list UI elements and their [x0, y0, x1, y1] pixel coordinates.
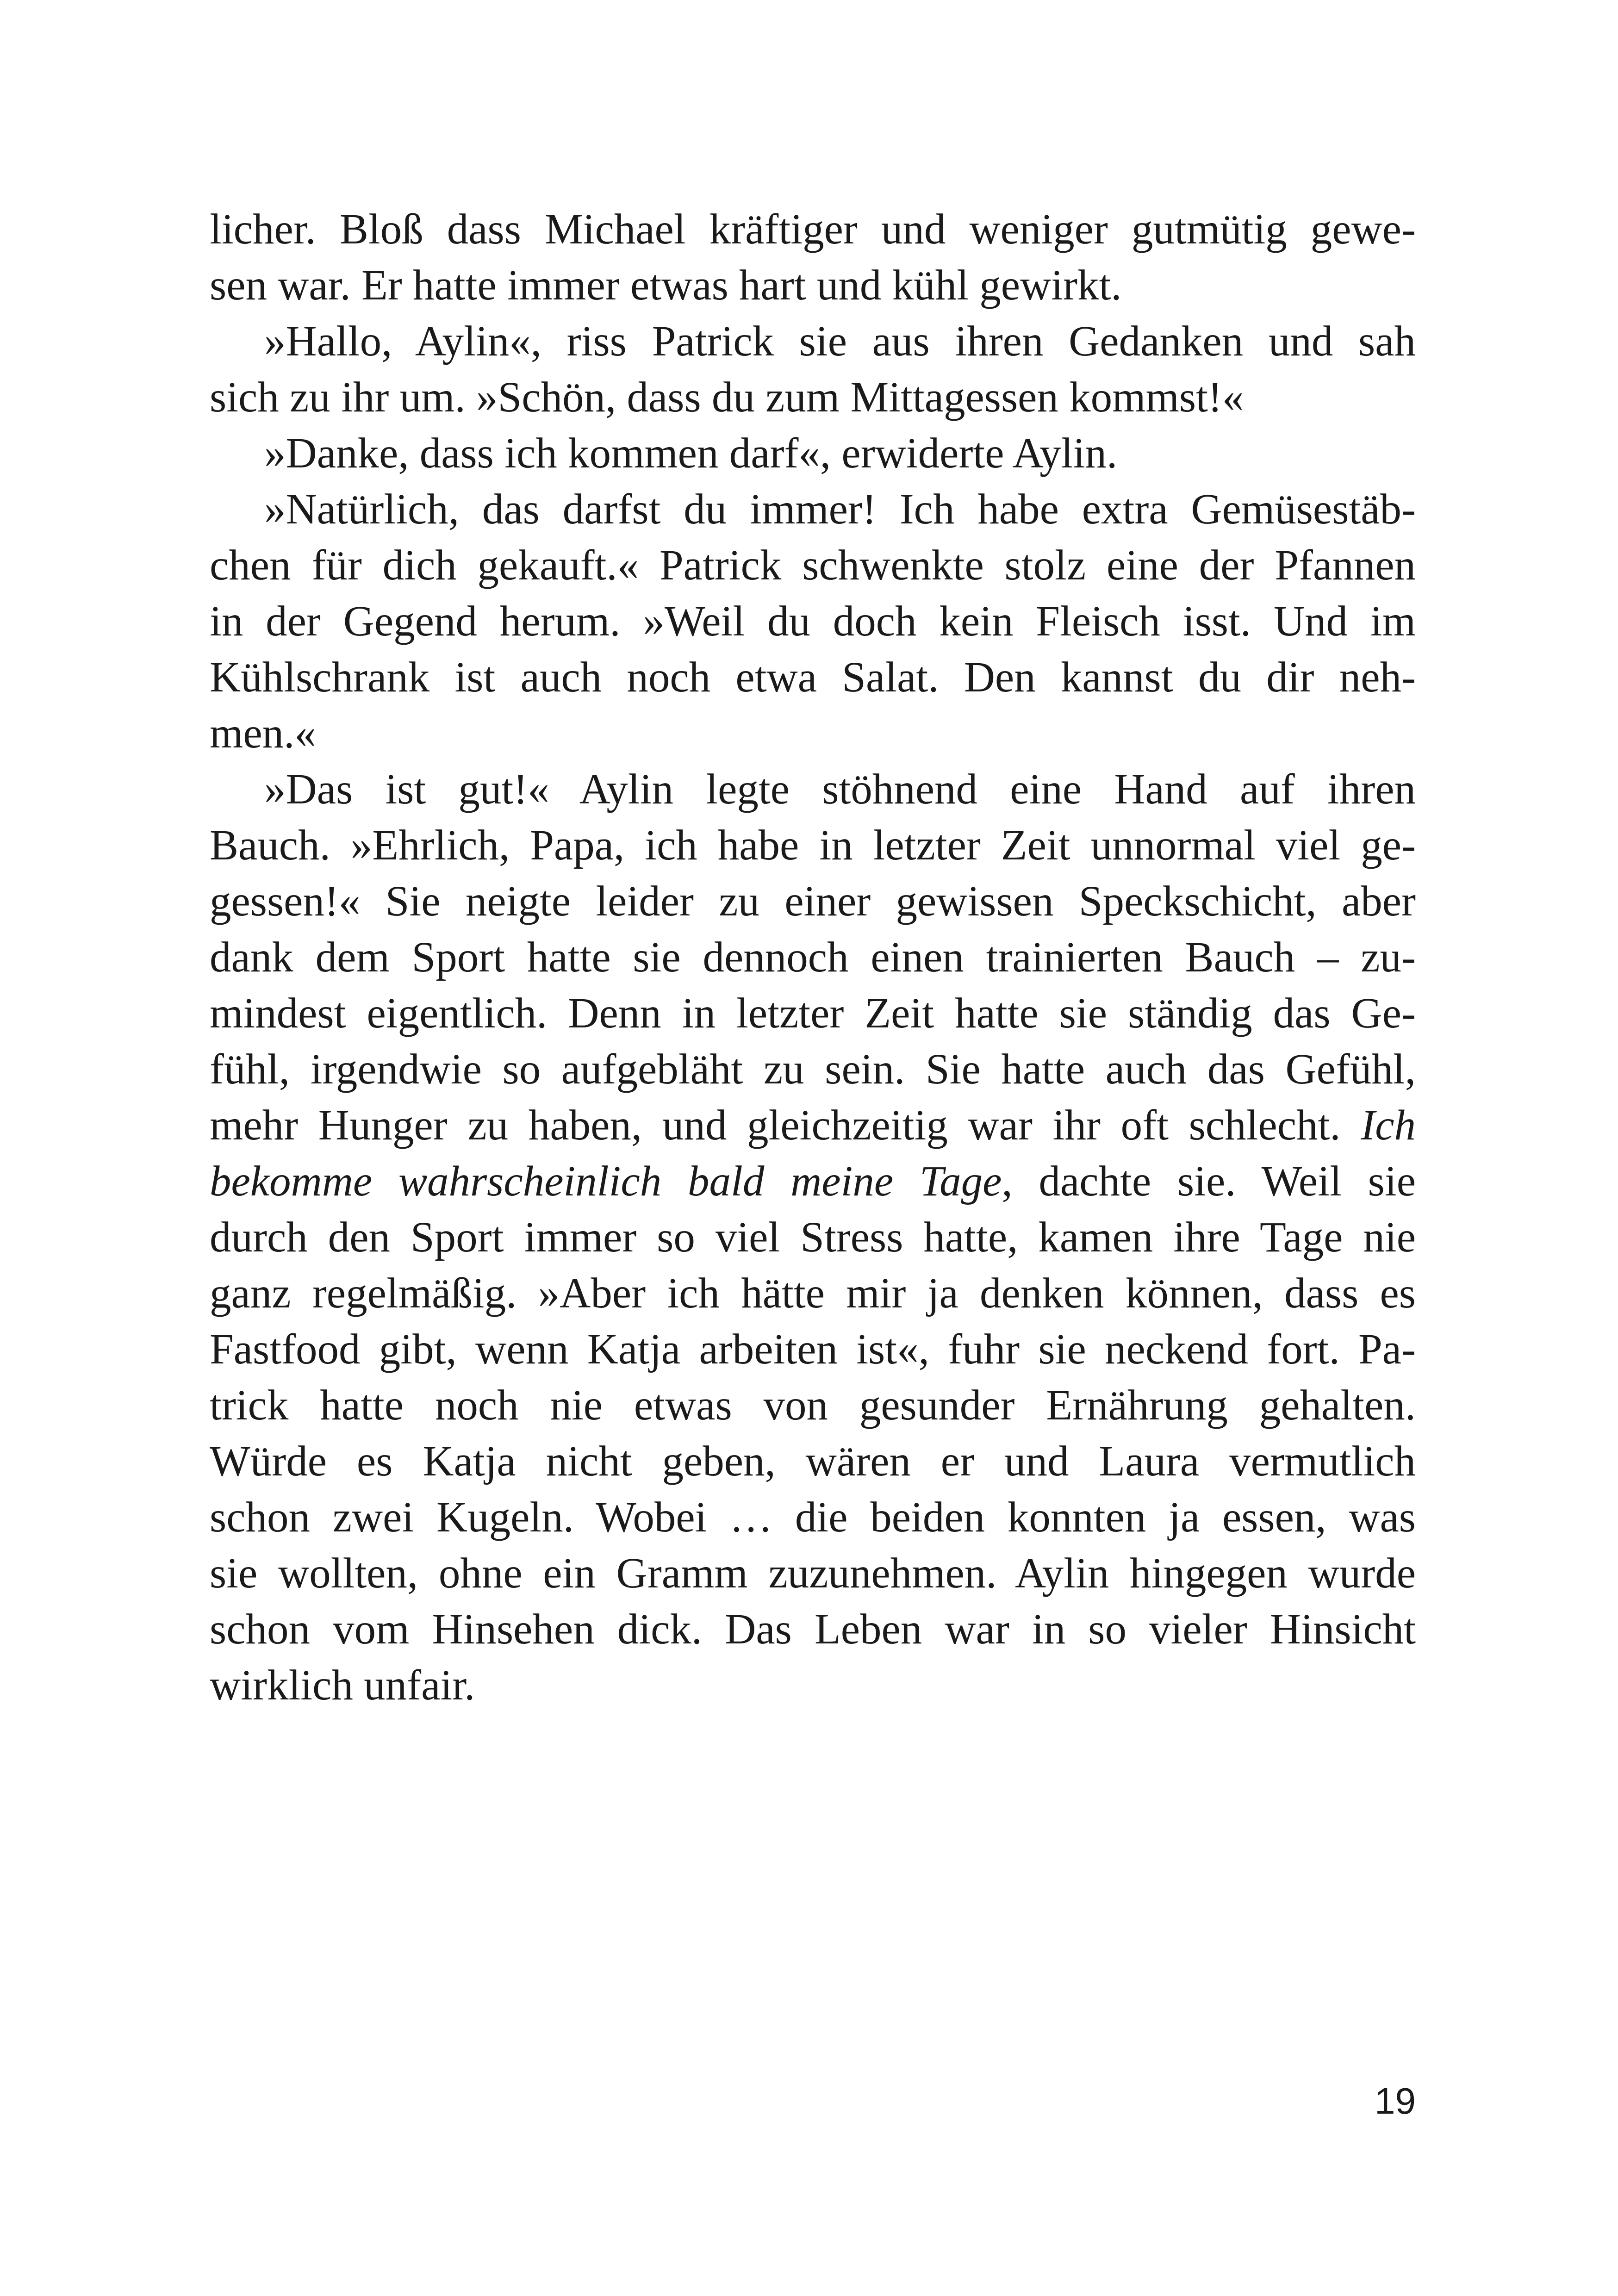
text-line: durch den Sport immer so viel Stress hatte, kamen ihre Tage nie [210, 1213, 1416, 1261]
text-line: fühl, irgendwie so aufgebläht zu sein. Sie hatte auch das Gefühl, [210, 1045, 1416, 1093]
text-line: »Das ist gut!« Aylin legte stöhnend eine Hand auf ihren [264, 765, 1416, 813]
page-number: 19 [1375, 2080, 1416, 2122]
text-line: Kühlschrank ist auch noch etwa Salat. Den kannst du dir neh- [210, 653, 1416, 701]
body-text [210, 201, 1416, 1713]
text-line: men.« [210, 709, 316, 757]
italic-thought: Ich [1361, 1101, 1416, 1149]
text-line: Fastfood gibt, wenn Katja arbeiten ist«, fuhr sie neckend fort. Pa- [210, 1325, 1416, 1373]
text-line: gessen!« Sie neigte leider zu einer gewissen Speckschicht, aber [210, 877, 1416, 925]
text-line: »Hallo, Aylin«, riss Patrick sie aus ihren Gedanken und sah [264, 317, 1416, 365]
text-line: sich zu ihr um. »Schön, dass du zum Mittagessen kommst!« [210, 373, 1244, 421]
text-line: sie wollten, ohne ein Gramm zuzunehmen. Aylin hingegen wurde [210, 1549, 1416, 1597]
text-line: licher. Bloß dass Michael kräftiger und weniger gutmütig gewe- [210, 205, 1416, 253]
text-line: »Danke, dass ich kommen darf«, erwiderte Aylin. [264, 429, 1118, 477]
text-line: schon vom Hinsehen dick. Das Leben war in so vieler Hinsicht [210, 1605, 1416, 1653]
text-line: Bauch. »Ehrlich, Papa, ich habe in letzter Zeit unnormal viel ge- [210, 821, 1416, 869]
text-line: schon zwei Kugeln. Wobei … die beiden konnten ja essen, was [210, 1493, 1416, 1541]
text-line: wirklich unfair. [210, 1661, 475, 1709]
text-segment: , dachte sie. Weil sie [1002, 1157, 1416, 1205]
text-segment: mehr Hunger zu haben, und gleichzeitig war ihr oft schlecht. [210, 1101, 1341, 1149]
text-line: mindest eigentlich. Denn in letzter Zeit hatte sie ständig das Ge- [210, 989, 1416, 1037]
text-line [210, 1097, 1416, 1153]
text-line: ganz regelmäßig. »Aber ich hätte mir ja denken können, dass es [210, 1269, 1416, 1317]
text-line: in der Gegend herum. »Weil du doch kein Fleisch isst. Und im [210, 597, 1416, 645]
text-line: chen für dich gekauft.« Patrick schwenkte stolz eine der Pfannen [210, 541, 1416, 589]
text-line: Würde es Katja nicht geben, wären er und Laura vermutlich [210, 1437, 1416, 1485]
text-line: »Natürlich, das darfst du immer! Ich habe extra Gemüsestäb- [264, 485, 1416, 533]
italic-thought: bekomme wahrscheinlich bald meine Tage [210, 1157, 1002, 1205]
text-line: dank dem Sport hatte sie dennoch einen trainierten Bauch – zu- [210, 933, 1416, 981]
text-line: sen war. Er hatte immer etwas hart und kühl gewirkt. [210, 261, 1122, 309]
text-line: trick hatte noch nie etwas von gesunder Ernährung gehalten. [210, 1381, 1416, 1429]
text-line [210, 1153, 1416, 1209]
